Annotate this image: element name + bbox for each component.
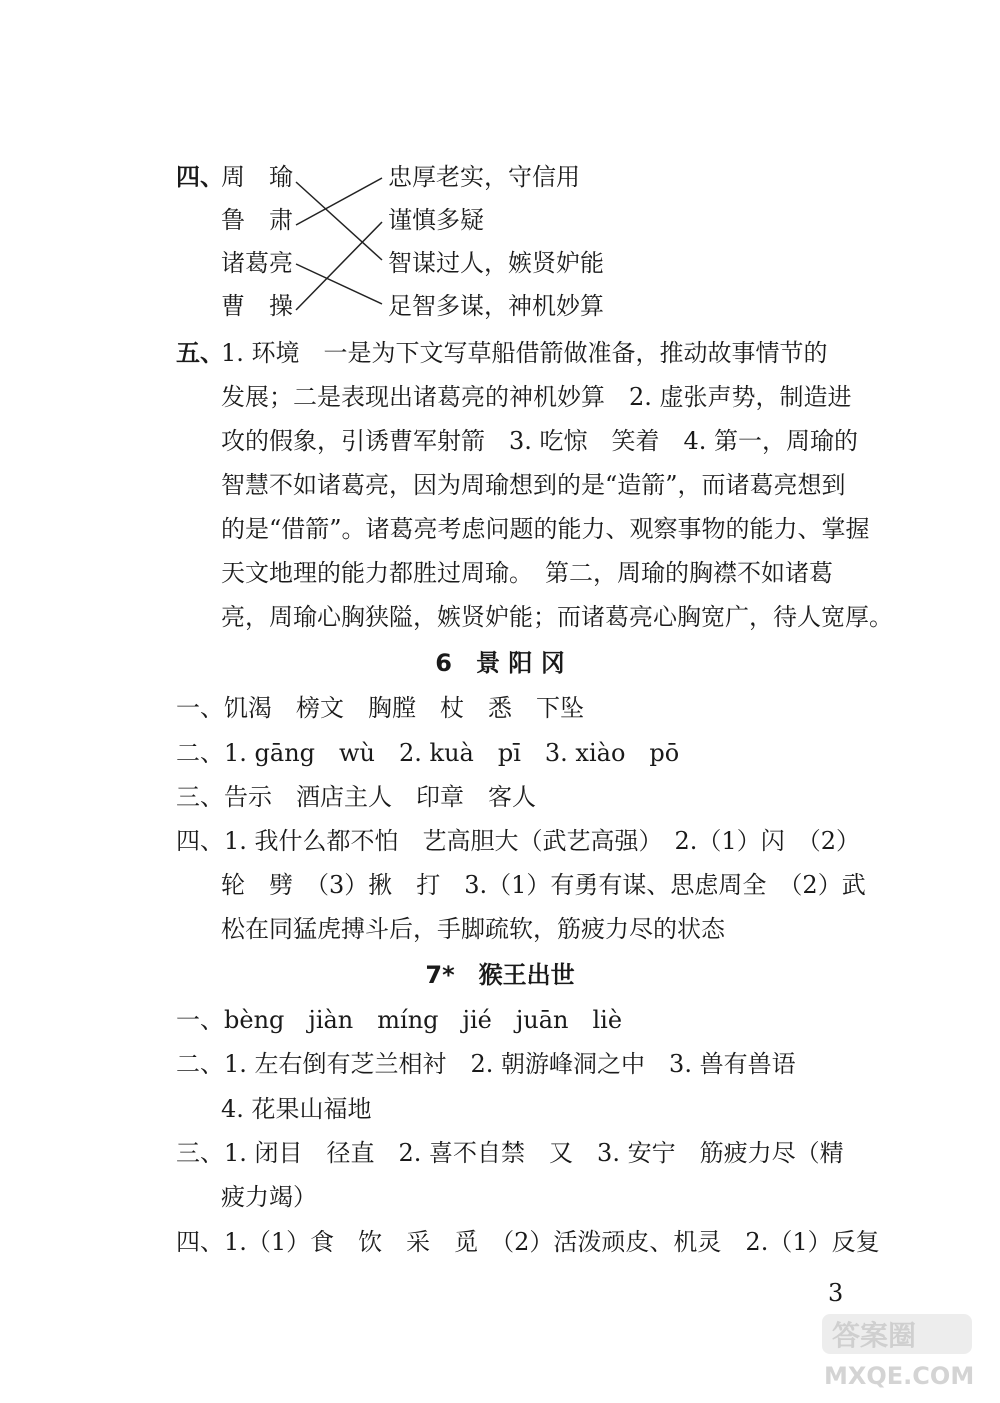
lesson6-q4-line: 轮 劈 （3）揪 打 3.（1）有勇有谋、思虑周全 （2）武 [221,871,866,899]
q5-line: 天文地理的能力都胜过周瑜。 第二，周瑜的胸襟不如诸葛 [221,559,833,587]
match-right-item: 智谋过人，嫉贤妒能 [388,249,604,277]
match-right-item: 足智多谋，神机妙算 [388,292,604,320]
watermark-top-text: 答案圈 [832,1319,917,1352]
match-left-item: 诸葛亮 [221,249,293,277]
match-left-item: 鲁 肃 [221,206,293,234]
match-line [296,178,382,225]
q5-label: 五、 [176,338,224,367]
match-left-item: 曹 操 [221,292,293,320]
watermark-logo [820,1312,990,1392]
lesson6-q3: 三、告示 酒店主人 印章 客人 [176,783,536,811]
lesson7-q3-line: 三、1. 闭目 径直 2. 喜不自禁 又 3. 安宁 筋疲力尽（精 [176,1139,844,1167]
lesson6-q1: 一、饥渴 榜文 胸膛 杖 悉 下坠 [176,694,584,722]
lesson6-q4-line: 四、1. 我什么都不怕 艺高胆大（武艺高强） 2.（1）闪 （2） [176,827,860,855]
lesson6-q2: 二、1. gāng wù 2. kuà pī 3. xiào pō [176,739,680,767]
match-line [296,222,382,310]
lesson7-q2-line: 4. 花果山福地 [221,1095,372,1123]
page-number: 3 [828,1279,844,1307]
lesson6-title: 6 景 阳 冈 [435,649,565,677]
match-right-item: 忠厚老实，守信用 [388,163,580,191]
q4-label: 四、 [176,162,224,191]
lesson7-q2-line: 二、1. 左右倒有芝兰相衬 2. 朝游峰洞之中 3. 兽有兽语 [176,1050,796,1078]
match-line [296,264,382,304]
lesson7-title: 7* 猴王出世 [425,961,575,989]
q5-line: 亮，周瑜心胸狭隘，嫉贤妒能；而诸葛亮心胸宽广，待人宽厚。 [221,603,893,631]
watermark-bottom-text: MXQE.COM [824,1362,975,1390]
q5-line: 的是“借箭”。诸葛亮考虑问题的能力、观察事物的能力、掌握 [221,515,870,543]
q5-line: 攻的假象，引诱曹军射箭 3. 吃惊 笑着 4. 第一，周瑜的 [221,427,859,455]
q5-line: 发展；二是表现出诸葛亮的神机妙算 2. 虚张声势，制造进 [221,383,852,411]
lesson7-q3-line: 疲力竭） [221,1183,317,1211]
match-left-item: 周 瑜 [221,163,293,191]
q5-line: 智慧不如诸葛亮，因为周瑜想到的是“造箭”，而诸葛亮想到 [221,471,846,499]
match-line [296,182,382,260]
q5-line: 1. 环境 一是为下文写草船借箭做准备，推动故事情节的 [221,339,828,367]
lesson7-q1: 一、bèng jiàn míng jié juān liè [176,1006,623,1034]
lesson6-q4-line: 松在同猛虎搏斗后，手脚疏软，筋疲力尽的状态 [221,915,725,943]
match-right-item: 谨慎多疑 [388,206,484,234]
lesson7-q4-line: 四、1.（1）食 饮 采 觅 （2）活泼顽皮、机灵 2.（1）反复 [176,1228,880,1256]
